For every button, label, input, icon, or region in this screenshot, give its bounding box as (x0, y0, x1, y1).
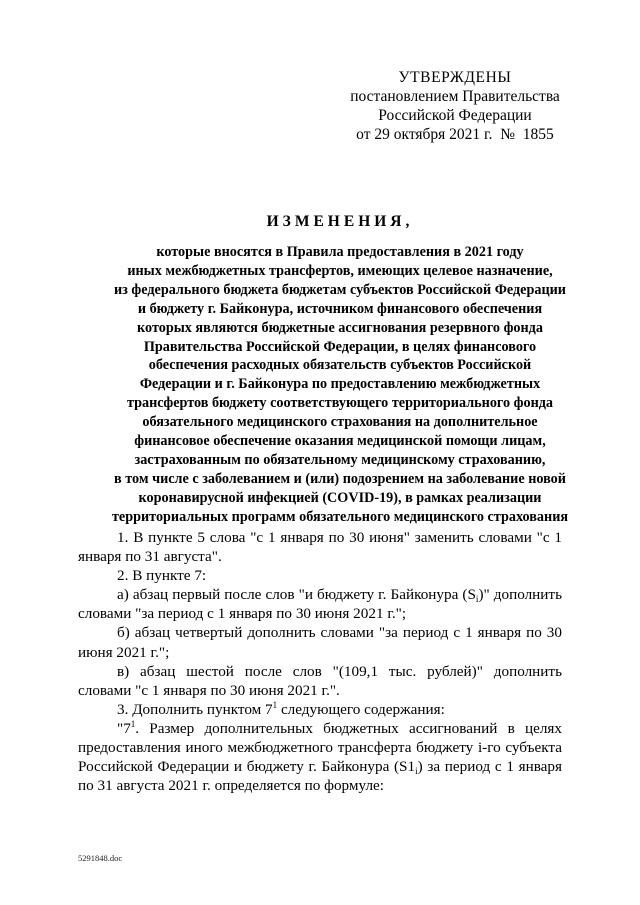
paragraph-5: в) абзац шестой после слов "(109,1 тыс. рублей)" дополнить словами "с 1 января по 30 июня 2021 г.". (78, 662, 562, 699)
subtitle-line: иных межбюджетных трансфертов, имеющих целевое назначение, (127, 262, 553, 279)
subtitle-line: обеспечения расходных обязательств субъектов Российской (148, 357, 532, 374)
paragraph-7-text: ) за период с 1 января по 31 августа 2021 г. определяется по формуле: (78, 758, 562, 795)
subtitle-line: коронавирусной инфекцией (COVID-19), в рамках реализации (138, 489, 542, 506)
approval-line: постановлением Правительства (350, 88, 560, 105)
paragraph-7-text: . Размер дополнительных бюджетных ассигнований в целях предоставления иного межбюджетного трансферта бюджету i-го субъекта Российской Федерации и бюджету г. Байконура (S1 (78, 719, 562, 776)
subtitle-line: в том числе с заболеванием и (или) подозрением на заболевание новой (114, 470, 566, 487)
superscript-index: 1 (272, 699, 278, 710)
subtitle-line: которые вносятся в Правила предоставления в 2021 году (156, 244, 524, 260)
subtitle-line: застрахованным по обязательному медицинскому страхованию, (134, 451, 546, 468)
approval-title: УТВЕРЖДЕНЫ (398, 69, 512, 86)
subtitle-line: обязательного медицинского страхования на дополнительное (142, 414, 538, 431)
paragraph-3-text: )" дополнить словами "за период с 1 января по 30 июня 2021 г."; (78, 586, 562, 623)
subtitle-line: Федерации и г. Байконура по предоставлению межбюджетных (139, 376, 541, 393)
paragraph-7 (78, 719, 562, 795)
superscript-index: 1 (130, 718, 136, 729)
subtitle-line: Правительства Российской Федерации, в целях финансового (143, 338, 537, 355)
paragraph-2: 2. В пункте 7: (117, 567, 207, 585)
document-heading: ИЗМЕНЕНИЯ, (266, 213, 414, 230)
paragraph-6-text: следующего содержания: (277, 700, 445, 718)
approval-stamp (330, 68, 580, 144)
approval-line: Российской Федерации (378, 107, 532, 124)
subscript-index: i (475, 594, 479, 605)
paragraph-6-text: 3. Дополнить пунктом 7 (117, 700, 273, 718)
subtitle-line: трансфертов бюджету соответствующего территориального фонда (126, 395, 554, 412)
document-body (78, 528, 562, 795)
paragraph-7-text: "7 (117, 719, 131, 737)
subtitle-line: и бюджету г. Байконура, источником финансового обеспечения (137, 300, 543, 317)
subtitle-line: из федерального бюджета бюджетам субъектов Российской Федерации (114, 281, 566, 298)
paragraph-3 (78, 585, 562, 623)
subtitle-line: территориальных программ обязательного медицинского страхования (111, 508, 569, 525)
paragraph-4: б) абзац четвертый дополнить словами "за период с 1 января по 30 июня 2021 г."; (78, 624, 562, 661)
subscript-index: i (415, 766, 418, 777)
document-subtitle (60, 243, 620, 527)
subtitle-line: которых являются бюджетные ассигнования резервного фонда (137, 319, 543, 336)
subtitle-line: финансовое обеспечение оказания медицинской помощи лицам, (134, 433, 546, 450)
paragraph-1: 1. В пункте 5 слова "с 1 января по 30 июня" заменить словами "с 1 января по 31 августа". (78, 529, 562, 566)
approval-date-number: от 29 октября 2021 г. № 1855 (356, 126, 554, 143)
document-file-code: 5291848.doc (78, 853, 123, 863)
paragraph-6 (78, 700, 562, 719)
paragraph-3-text: а) абзац первый после слов "и бюджету г. Байконура (S (117, 586, 476, 604)
